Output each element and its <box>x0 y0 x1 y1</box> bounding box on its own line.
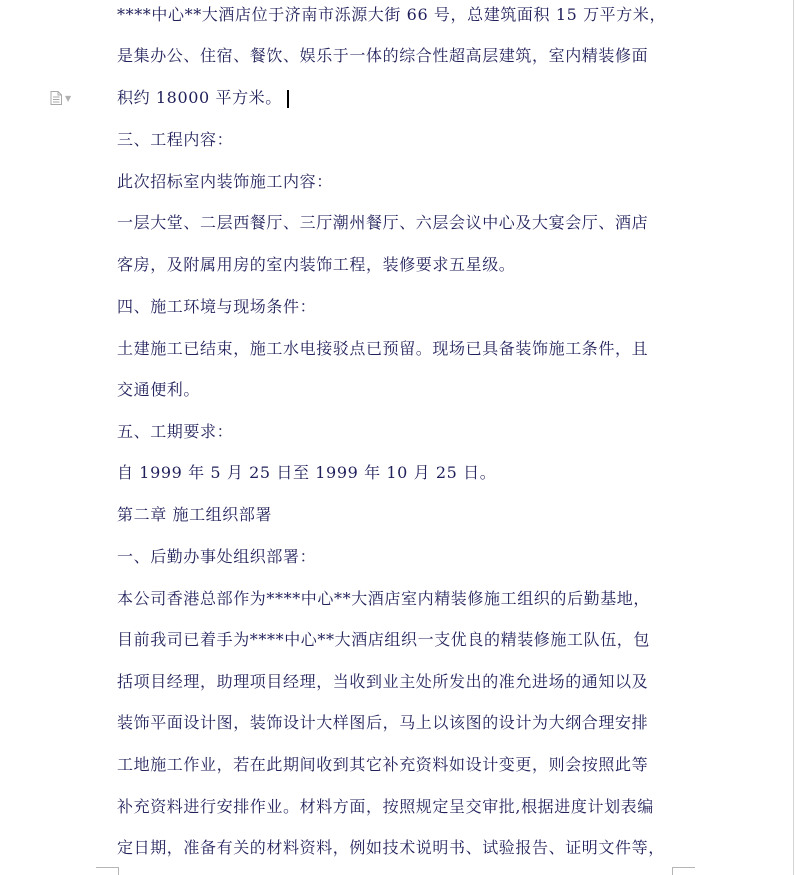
text-line: 工地施工作业，若在此期间收到其它补充资料如设计变更，则会按照此等 <box>117 755 649 774</box>
text-line: 是集办公、住宿、餐饮、娱乐于一体的综合性超高层建筑，室内精装修面 <box>117 46 649 65</box>
text-line: 积约 18000 平方米。 <box>117 88 282 107</box>
text-cursor <box>287 90 289 108</box>
section-heading: 一、后勤办事处组织部署： <box>117 547 317 566</box>
text-line: 客房，及附属用房的室内装饰工程，装修要求五星级。 <box>117 255 516 274</box>
section-heading: 四、施工环境与现场条件： <box>117 297 317 316</box>
section-heading: 五、工期要求： <box>117 422 234 441</box>
text-line: 土建施工已结束，施工水电接驳点已预留。现场已具备装饰施工条件，且 <box>117 339 649 358</box>
text-line: 定日期，准备有关的材料资料，例如技术说明书、试验报告、证明文件等， <box>117 838 665 857</box>
page-corner-mark <box>672 867 695 875</box>
text-line: 交通便利。 <box>117 380 201 399</box>
text-line: 此次招标室内装饰施工内容： <box>117 172 333 191</box>
text-line: 一层大堂、二层西餐厅、三厅潮州餐厅、六层会议中心及大宴会厅、酒店 <box>117 213 649 232</box>
chevron-down-icon: ▼ <box>65 93 72 103</box>
section-heading: 三、工程内容： <box>117 130 234 149</box>
text-line: 装饰平面设计图，装饰设计大样图后，马上以该图的设计为大纲合理安排 <box>117 713 649 732</box>
text-line: 补充资料进行安排作业。材料方面，按照规定呈交审批,根据进度计划表编 <box>117 797 654 816</box>
paragraph-marker[interactable] <box>50 90 78 106</box>
text-line: 本公司香港总部作为****中心**大酒店室内精装修施工组织的后勤基地， <box>117 589 651 608</box>
text-line: ****中心**大酒店位于济南市泺源大街 66 号，总建筑面积 15 万平方米， <box>117 5 667 24</box>
text-line: 目前我司已着手为****中心**大酒店组织一支优良的精装修施工队伍，包 <box>117 630 651 649</box>
page-corner-mark <box>96 867 119 875</box>
chapter-heading: 第二章 施工组织部署 <box>117 505 273 524</box>
page-right-border <box>793 0 794 875</box>
document-icon <box>50 91 62 105</box>
text-line: 自 1999 年 5 月 25 日至 1999 年 10 月 25 日。 <box>117 463 497 482</box>
text-line: 括项目经理，助理项目经理，当收到业主处所发出的准允进场的通知以及 <box>117 672 649 691</box>
